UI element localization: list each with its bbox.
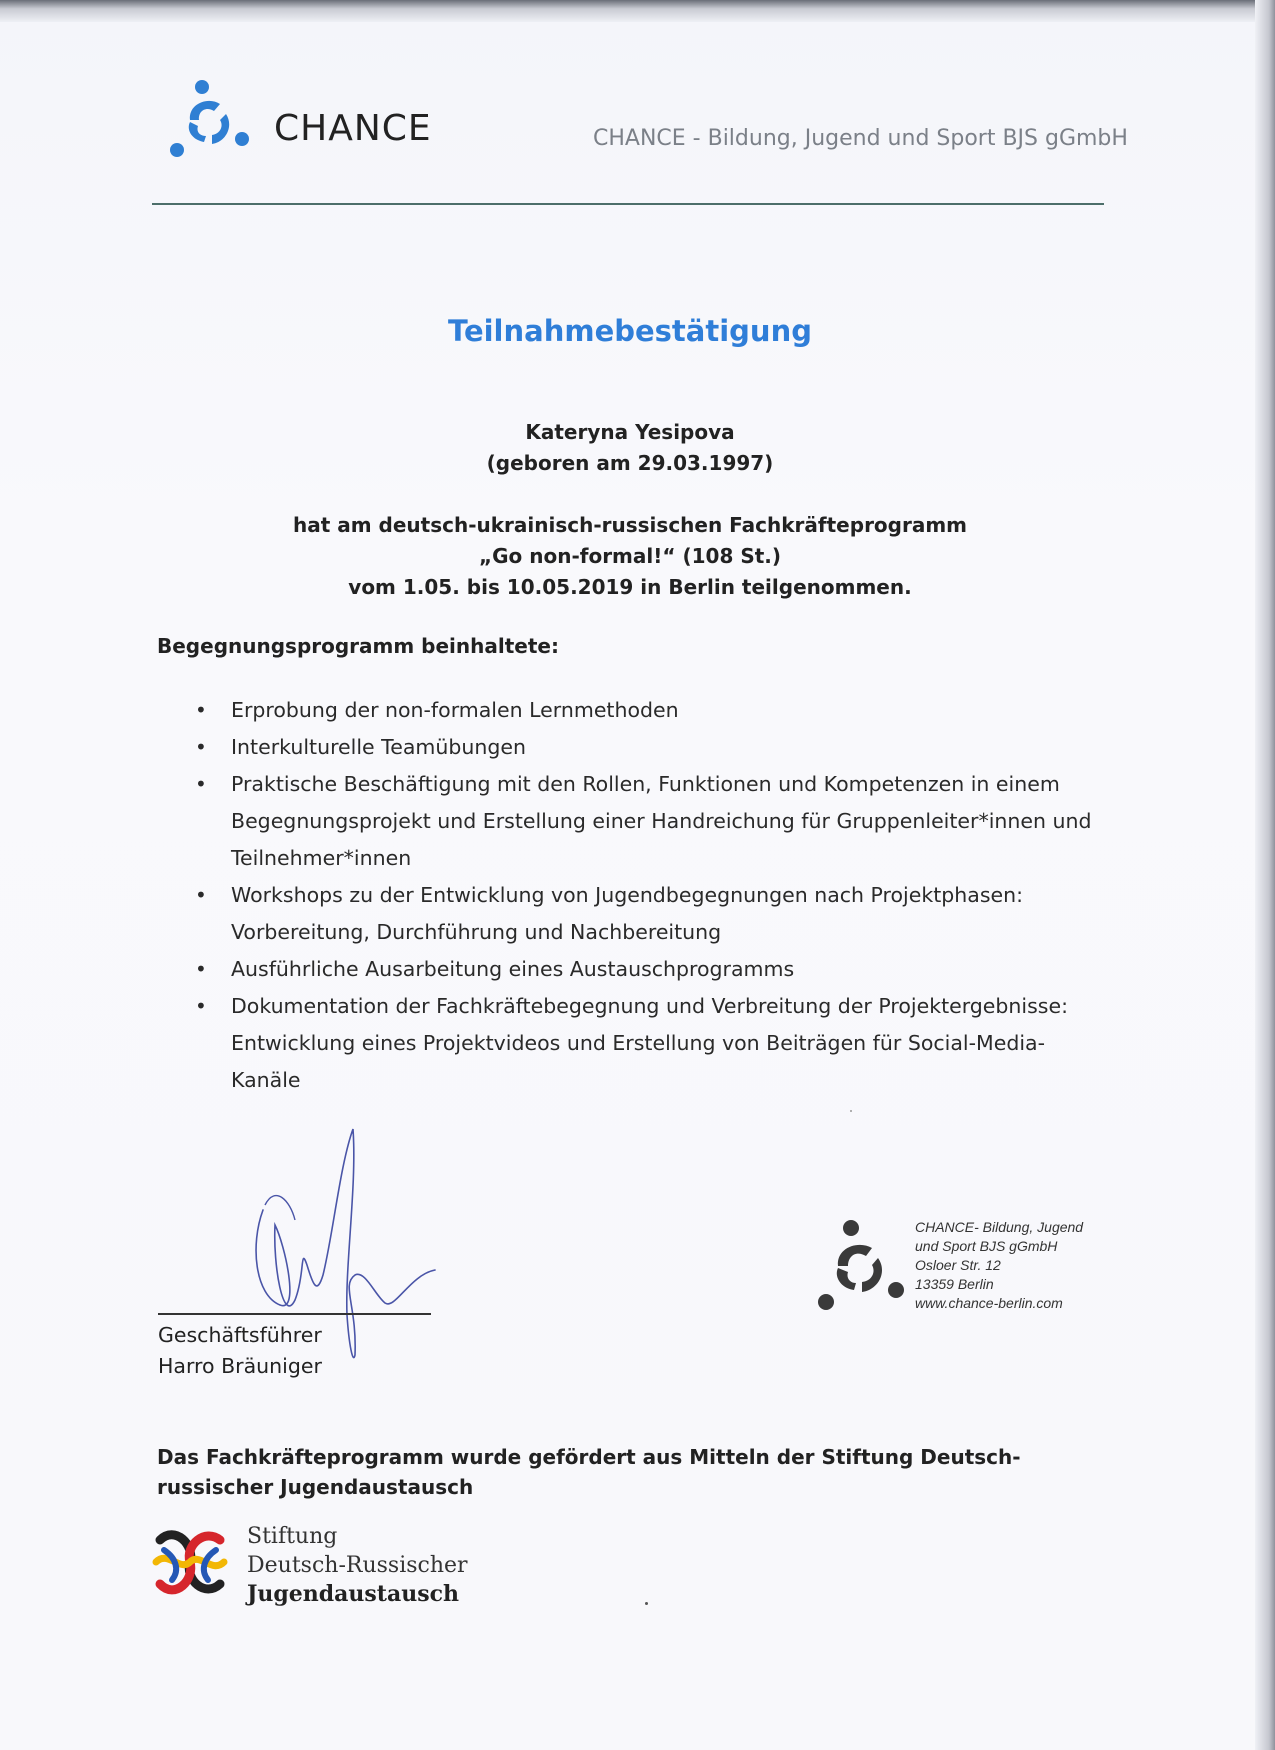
- program-item-line: Praktische Beschäftigung mit den Rollen, Funktionen und Kompetenzen in einem: [231, 772, 1060, 796]
- foundation-line-3: Jugendaustausch: [247, 1581, 459, 1607]
- stamp-logo-icon: [818, 1218, 908, 1313]
- program-item: [195, 692, 1095, 729]
- program-item-line: Vorbereitung, Durchführung und Nachbereitung: [231, 920, 722, 944]
- participant-birth: (geboren am 29.03.1997): [486, 451, 774, 475]
- program-block: [0, 510, 1260, 603]
- program-item-line: Teilnehmer*innen: [231, 846, 412, 870]
- stamp-line-3: Osloer Str. 12: [915, 1257, 1001, 1273]
- scan-speck: [850, 1110, 852, 1112]
- stamp-line-2: und Sport BJS gGmbH: [915, 1238, 1058, 1254]
- program-line-3: vom 1.05. bis 10.05.2019 in Berlin teilgenommen.: [348, 575, 912, 599]
- program-line-2: „Go non-formal!“ (108 St.): [478, 544, 782, 568]
- program-item-line: Dokumentation der Fachkräftebegegnung und Verbreitung der Projektergebnisse:: [231, 994, 1068, 1018]
- signatory-role: Geschäftsführer: [158, 1323, 322, 1347]
- program-item: [195, 766, 1095, 877]
- program-item-line: Entwicklung eines Projektvideos und Erstellung von Beiträgen für Social-Media-: [231, 1031, 1045, 1055]
- header-divider: [152, 203, 1104, 205]
- program-items-list: [195, 692, 1095, 1099]
- participant-block: [0, 417, 1260, 479]
- funding-note: Das Fachkräfteprogramm wurde gefördert aus Mitteln der Stiftung Deutsch-russischer Jugendaustausch: [157, 1445, 1021, 1499]
- chance-logo-icon: [168, 78, 258, 163]
- program-item-line: Workshops zu der Entwicklung von Jugendbegegnungen nach Projektphasen:: [231, 883, 1024, 907]
- program-line-1: hat am deutsch-ukrainisch-russischen Fachkräfteprogramm: [292, 513, 968, 537]
- stamp-text: [915, 1218, 1083, 1313]
- signatory-name: Harro Bräuniger: [158, 1354, 322, 1378]
- program-item: [195, 877, 1095, 951]
- organization-header: CHANCE - Bildung, Jugend und Sport BJS gGmbH: [593, 126, 1128, 151]
- foundation-name: [247, 1522, 468, 1609]
- program-item-line: Begegnungsprojekt und Erstellung einer Handreichung für Gruppenleiter*innen und: [231, 809, 1092, 833]
- bullet-icon: •: [195, 957, 207, 981]
- bullet-icon: •: [195, 883, 207, 907]
- program-item: [195, 951, 1095, 988]
- bullet-icon: •: [195, 772, 207, 796]
- company-stamp: [818, 1213, 1148, 1323]
- signature-line: [158, 1313, 431, 1315]
- bullet-icon: •: [195, 735, 207, 759]
- document-title: Teilnahmebestätigung: [448, 314, 812, 348]
- brand-name: CHANCE: [274, 108, 432, 149]
- stamp-line-1: CHANCE- Bildung, Jugend: [915, 1219, 1084, 1235]
- program-item: [195, 988, 1095, 1099]
- program-item-line: Erprobung der non-formalen Lernmethoden: [231, 698, 679, 722]
- scan-edge-top: [0, 0, 1275, 22]
- program-item-line: Kanäle: [231, 1068, 301, 1092]
- program-item-line: Interkulturelle Teamübungen: [231, 735, 526, 759]
- program-item: [195, 729, 1095, 766]
- stamp-line-5: www.chance-berlin.com: [915, 1295, 1063, 1311]
- signatory: [158, 1320, 322, 1382]
- scan-edge-right: [1255, 0, 1275, 1750]
- scan-speck: [645, 1602, 648, 1605]
- program-item-line: Ausführliche Ausarbeitung eines Austauschprogramms: [231, 957, 795, 981]
- foundation-line-2: Deutsch-Russischer: [247, 1553, 468, 1578]
- foundation-logo-icon: [150, 1520, 230, 1605]
- stamp-line-4: 13359 Berlin: [915, 1276, 994, 1292]
- bullet-icon: •: [195, 994, 207, 1018]
- foundation-line-1: Stiftung: [247, 1524, 338, 1549]
- participant-name: Kateryna Yesipova: [525, 420, 735, 444]
- section-heading: Begegnungsprogramm beinhaltete:: [157, 634, 559, 658]
- bullet-icon: •: [195, 698, 207, 722]
